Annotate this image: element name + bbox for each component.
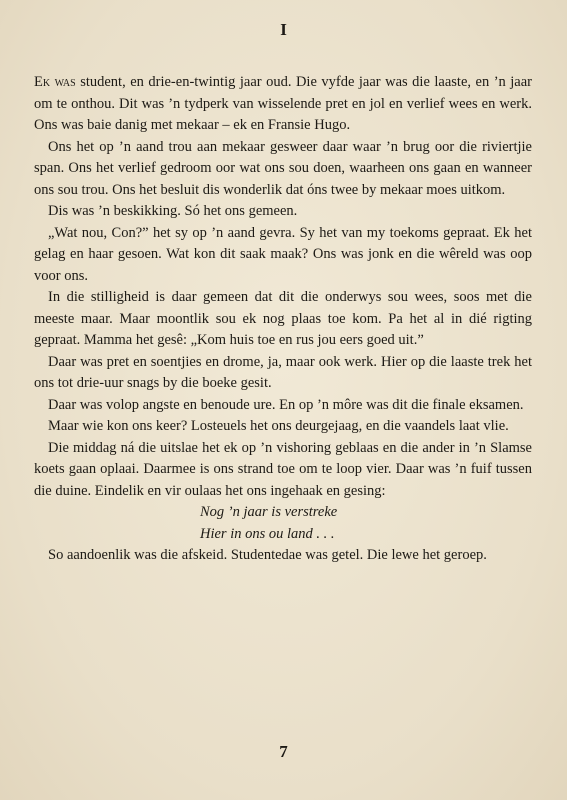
song-line-1: Nog ’n jaar is verstreke bbox=[200, 504, 338, 520]
opening-words: Ek was bbox=[34, 74, 76, 90]
paragraph-2: Ons het op ’n aand trou aan mekaar gesweer daar waar ’n brug oor die riviertjie span. Ons het verlief gedroom oor wat ons sou doen, waarheen ons gaan en wanneer ons sou trou. Ons het besluit dis wonderlik dat óns twee by mekaar moes uitkom. bbox=[34, 138, 532, 198]
paragraph-5: In die stilligheid is daar gemeen dat dit die onderwys sou wees, soos met die meeste maar. Maar moontlik sou ek nog plaas toe kom. Pa het al in dié rigting gepraat. Mamma het gesê: „Kom huis toe en rus jou eers goed uit.” bbox=[34, 289, 532, 348]
song-verse bbox=[34, 502, 532, 545]
chapter-number: I bbox=[280, 20, 287, 39]
song-line-2: Hier in ons ou land . . . bbox=[200, 525, 335, 542]
paragraph-4: „Wat nou, Con?” het sy op ’n aand gevra. Sy het van my toekoms gepraat. Ek het gelag en haar gesoen. Wat kon dit saak maak? Ons was jonk en die wêreld was oop voor ons. bbox=[34, 224, 532, 284]
page-body bbox=[34, 72, 532, 567]
closing-paragraph: So aandoenlik was die afskeid. Studentedae was getel. Die lewe het geroep. bbox=[48, 547, 487, 563]
page-number: 7 bbox=[279, 742, 288, 761]
paragraph-6: Daar was pret en soentjies en drome, ja, maar ook werk. Hier op die laaste trek het ons tot drie-uur snags by die boeke gesit. bbox=[34, 353, 532, 391]
paragraph-7: Daar was volop angste en benoude ure. En op ’n môre was dit die finale eksamen. bbox=[48, 396, 524, 413]
paragraph-1 bbox=[34, 72, 532, 137]
paragraph-8: Maar wie kon ons keer? Losteuels het ons deurgejaag, en die vaandels laat vlie. bbox=[48, 418, 509, 434]
paragraph-3: Dis was ’n beskikking. Só het ons gemeen. bbox=[48, 203, 298, 219]
paragraph-1-text: student, en drie-en-twintig jaar oud. Die vyfde jaar was die laaste, en ’n jaar om te onthou. Dit was ’n tydperk van wisselende pret en jol en verlief wees en werk. Ons was baie danig met mekaar – ek en Fransie Hugo. bbox=[34, 74, 533, 133]
paragraph-9: Die middag ná die uitslae het ek op ’n vishoring geblaas en die ander in ’n Slamse koets gaan oplaai. Daarmee is ons strand toe om te loop vier. Daar was ’n fuif tussen die duine. Eindelik en vir oulaas het ons ingehaak en gesing: bbox=[34, 439, 532, 499]
